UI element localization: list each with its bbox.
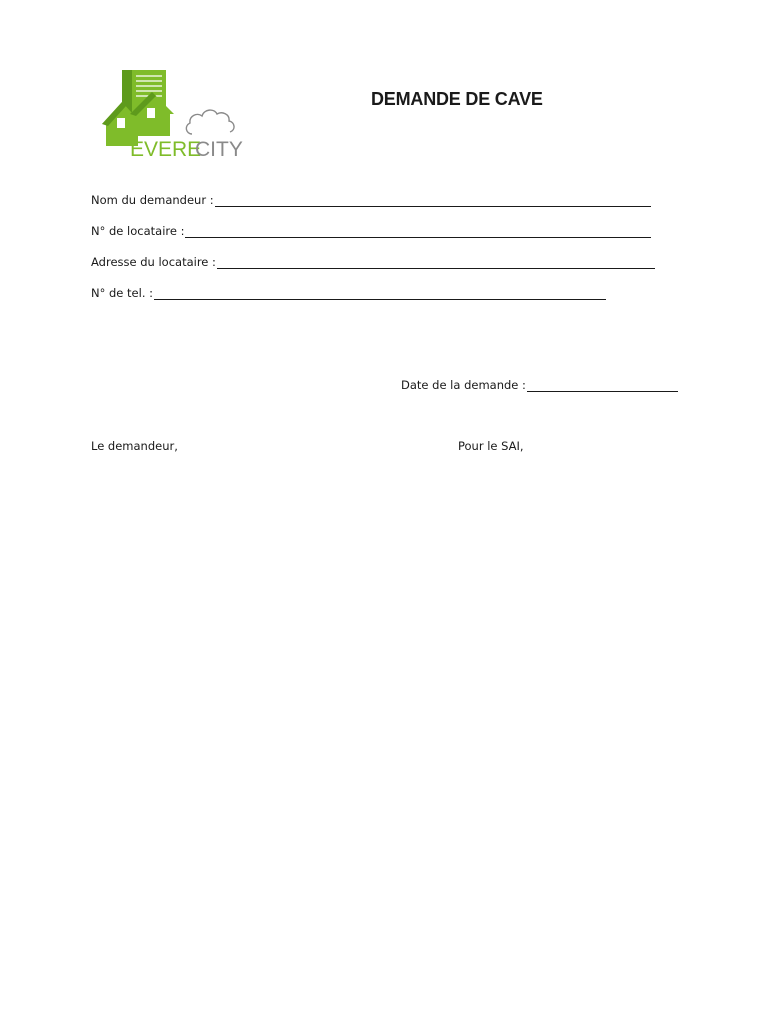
field-nom-demandeur	[91, 191, 651, 207]
field-date-line[interactable]	[527, 380, 678, 392]
field-adresse-locataire	[91, 253, 655, 269]
signature-sai: Pour le SAI,	[458, 439, 524, 453]
field-adresse-label: Adresse du locataire :	[91, 255, 216, 269]
field-tel-label: N° de tel. :	[91, 286, 154, 300]
everecity-logo	[100, 66, 250, 161]
field-date-label: Date de la demande :	[401, 378, 526, 392]
field-numero-locataire	[91, 222, 651, 238]
logo-text-evere: EVERE	[130, 138, 202, 161]
logo-text-city: CITY	[195, 138, 243, 161]
field-locataire-label: N° de locataire :	[91, 224, 185, 238]
field-adresse-line[interactable]	[217, 257, 655, 269]
document-title: DEMANDE DE CAVE	[371, 89, 543, 109]
field-locataire-line[interactable]	[185, 226, 651, 238]
field-telephone	[91, 284, 606, 300]
field-tel-line[interactable]	[154, 288, 606, 300]
field-nom-label: Nom du demandeur :	[91, 193, 214, 207]
signature-demandeur: Le demandeur,	[91, 439, 178, 453]
field-nom-line[interactable]	[215, 195, 651, 207]
field-date-demande	[401, 376, 678, 392]
